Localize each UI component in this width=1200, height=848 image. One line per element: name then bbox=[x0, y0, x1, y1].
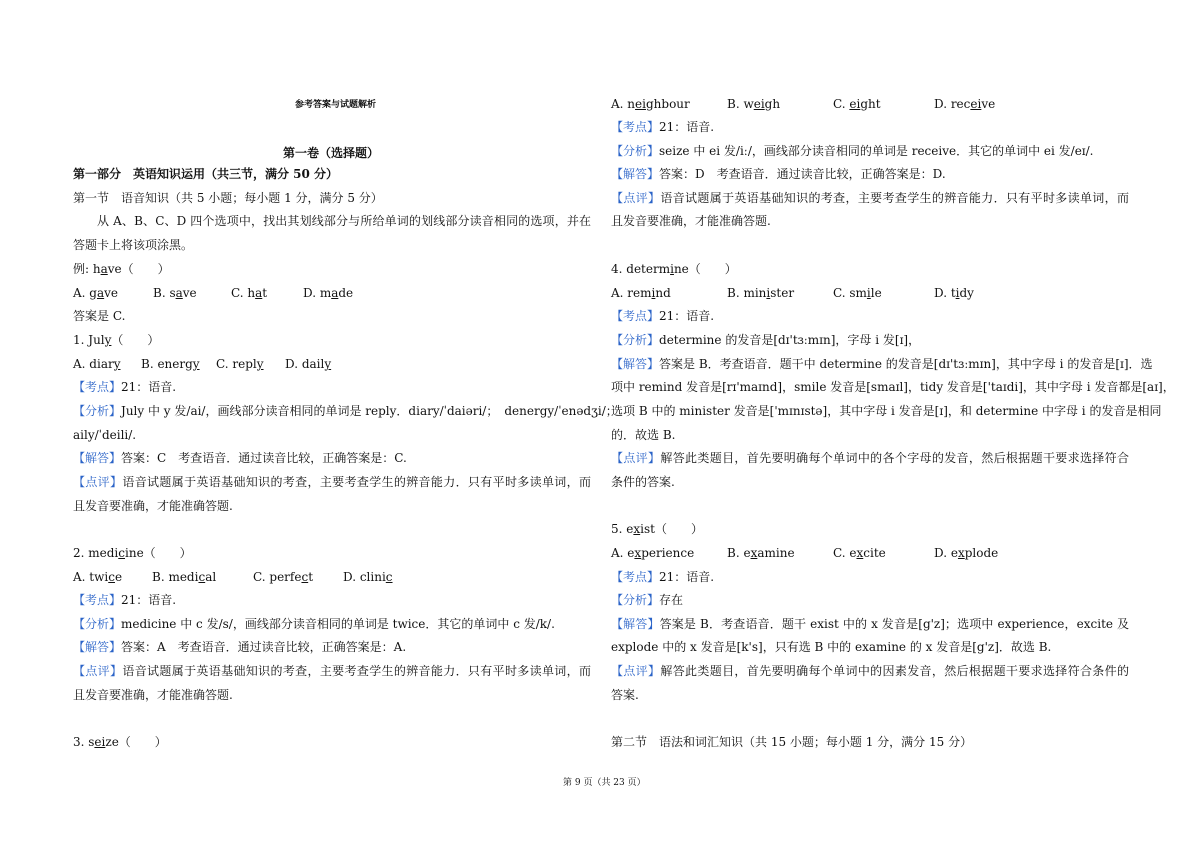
q2-option-c: C. perfect bbox=[253, 570, 314, 584]
q5-option-c: C. excite bbox=[833, 546, 886, 560]
page-footer: 第 9 页（共 23 页） bbox=[563, 778, 646, 788]
q4-option-d: D. tidy bbox=[934, 286, 974, 300]
section-two-title: 第二节 语法和词汇知识（共 15 小题；每小题 1 分，满分 15 分） bbox=[611, 735, 973, 749]
q2-dianping-2: 且发音要准确，才能准确答题. bbox=[73, 688, 233, 702]
q4-jieda-1: 【解答】答案是 B．考查语音．题干中 determine 的发音是[dɪ'tɜːmɪn]，其中字母 i 的发音是[ɪ]．选 bbox=[611, 357, 1153, 371]
q3-jieda: 【解答】答案：D 考查语音．通过读音比较，正确答案是：D. bbox=[611, 167, 946, 181]
q5-fenxi: 【分析】存在 bbox=[611, 593, 684, 607]
q3-option-c: C. eight bbox=[833, 97, 881, 111]
q3-dianping-2: 且发音要准确，才能准确答题. bbox=[611, 214, 771, 228]
instruction-line-2: 答题卡上将该项涂黑。 bbox=[73, 238, 194, 252]
q3-kaodian: 【考点】21：语音. bbox=[611, 120, 715, 134]
q2-jieda: 【解答】答案：A 考查语音．通过读音比较，正确答案是：A. bbox=[73, 640, 407, 654]
q1-option-c: C. reply bbox=[216, 357, 264, 371]
part-one-title: 第一部分 英语知识运用（共三节，满分 50 分） bbox=[73, 167, 339, 181]
q1-kaodian: 【考点】21：语音. bbox=[73, 380, 177, 394]
q4-jieda-4: 的．故选 B. bbox=[611, 428, 676, 442]
q5-dianping-1: 【点评】解答此类题目，首先要明确每个单词中的因素发音，然后根据题干要求选择符合条件的 bbox=[611, 664, 1129, 678]
q4-fenxi: 【分析】determine 的发音是[dɪ'tɜːmɪn]，字母 i 发[ɪ]， bbox=[611, 333, 921, 347]
q1-option-d: D. daily bbox=[285, 357, 332, 371]
q2-stem: 2. medicine（ ） bbox=[73, 546, 192, 560]
q5-option-a: A. experience bbox=[611, 546, 695, 560]
volume-title: 第一卷（选择题） bbox=[283, 146, 380, 160]
q1-stem: 1. July（ ） bbox=[73, 333, 160, 347]
q4-kaodian: 【考点】21：语音. bbox=[611, 309, 715, 323]
q3-stem: 3. seize（ ） bbox=[73, 735, 167, 749]
q4-option-c: C. smile bbox=[833, 286, 882, 300]
answer-analysis-title: 参考答案与试题解析 bbox=[295, 100, 377, 110]
example-stem: 例: have（ ） bbox=[73, 262, 170, 276]
instruction-line-1: 从 A、B、C、D 四个选项中，找出其划线部分与所给单词的划线部分读音相同的选项，并在 bbox=[97, 214, 591, 228]
q4-jieda-3: 选项 B 中的 minister 发音是['mɪnɪstə]，其中字母 i 发音是[ɪ]，和 determine 中字母 i 的发音是相同 bbox=[611, 404, 1162, 418]
q2-kaodian: 【考点】21：语音. bbox=[73, 593, 177, 607]
q1-fenxi-1: 【分析】July 中 y 发/ai/，画线部分读音相同的单词是 reply．diary/ˈdaiəri/； denergy/ˈenədʒi/； bbox=[73, 404, 618, 418]
q1-option-a: A. diary bbox=[73, 357, 121, 371]
q4-stem: 4. determine（ ） bbox=[611, 262, 737, 276]
q3-option-a: A. neighbour bbox=[611, 97, 690, 111]
q1-jieda: 【解答】答案：C 考查语音．通过读音比较，正确答案是：C. bbox=[73, 451, 407, 465]
q1-dianping-1: 【点评】语音试题属于英语基础知识的考查，主要考查学生的辨音能力．只有平时多读单词，而 bbox=[73, 475, 591, 489]
q2-option-a: A. twice bbox=[73, 570, 123, 584]
q5-option-d: D. explode bbox=[934, 546, 999, 560]
q5-jieda-2: explode 中的 x 发音是[k's]，只有选 B 中的 examine 的 x 发音是[g'z]．故选 B. bbox=[611, 640, 1052, 654]
q5-option-b: B. examine bbox=[727, 546, 795, 560]
q5-jieda-1: 【解答】答案是 B．考查语音．题干 exist 中的 x 发音是[g'z]；选项中 experience，excite 及 bbox=[611, 617, 1129, 631]
q3-dianping-1: 【点评】语音试题属于英语基础知识的考查，主要考查学生的辨音能力．只有平时多读单词，而 bbox=[611, 191, 1129, 205]
q3-option-b: B. weigh bbox=[727, 97, 781, 111]
q2-option-b: B. medical bbox=[152, 570, 217, 584]
q2-option-d: D. clinic bbox=[343, 570, 393, 584]
q5-dianping-2: 答案. bbox=[611, 688, 639, 702]
section-one-title: 第一节 语音知识（共 5 小题；每小题 1 分，满分 5 分） bbox=[73, 191, 383, 205]
q4-option-b: B. minister bbox=[727, 286, 795, 300]
q2-fenxi: 【分析】medicine 中 c 发/s/，画线部分读音相同的单词是 twice．其它的单词中 c 发/k/. bbox=[73, 617, 555, 631]
q5-kaodian: 【考点】21：语音. bbox=[611, 570, 715, 584]
q1-option-b: B. energy bbox=[141, 357, 200, 371]
example-option-d: D. made bbox=[303, 286, 354, 300]
q3-option-d: D. receive bbox=[934, 97, 996, 111]
q5-stem: 5. exist（ ） bbox=[611, 522, 703, 536]
q3-fenxi: 【分析】seize 中 ei 发/iː/，画线部分读音相同的单词是 receive．其它的单词中 ei 发/eɪ/. bbox=[611, 144, 1094, 158]
q2-dianping-1: 【点评】语音试题属于英语基础知识的考查，主要考查学生的辨音能力．只有平时多读单词，而 bbox=[73, 664, 591, 678]
example-option-b: B. save bbox=[153, 286, 197, 300]
example-answer: 答案是 C. bbox=[73, 309, 126, 323]
q1-fenxi-2: aily/ˈdeili/. bbox=[73, 428, 137, 442]
q4-dianping-1: 【点评】解答此类题目，首先要明确每个单词中的各个字母的发音，然后根据题干要求选择符合 bbox=[611, 451, 1129, 465]
example-option-c: C. hat bbox=[231, 286, 268, 300]
q4-jieda-2: 项中 remind 发音是[rɪ'maɪnd]，smile 发音是[smaɪl]，tidy 发音是['taɪdi]，其中字母 i 发音都是[aɪ]， bbox=[611, 380, 1175, 394]
example-option-a: A. gave bbox=[73, 286, 119, 300]
q1-dianping-2: 且发音要准确，才能准确答题. bbox=[73, 499, 233, 513]
q4-dianping-2: 条件的答案. bbox=[611, 475, 675, 489]
q4-option-a: A. remind bbox=[611, 286, 671, 300]
